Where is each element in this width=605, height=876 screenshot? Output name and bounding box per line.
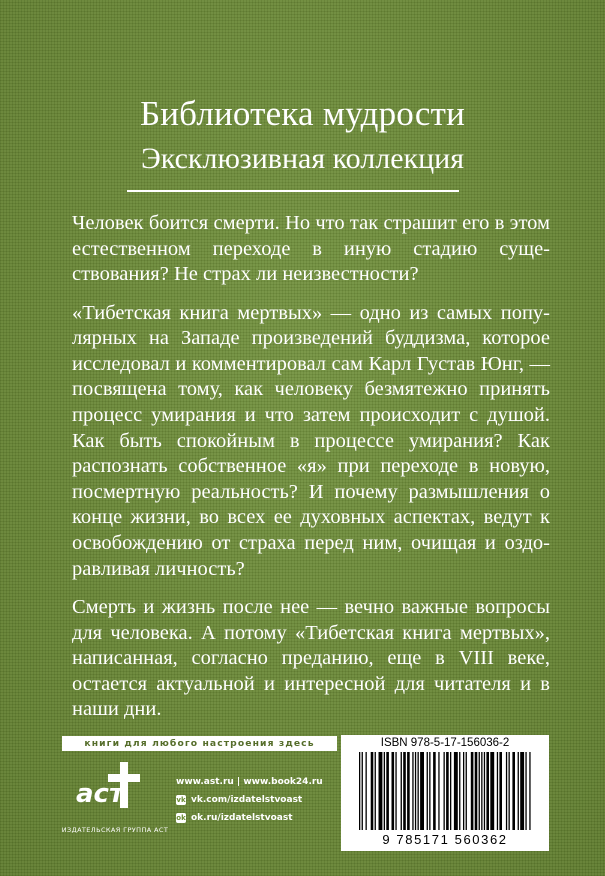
barcode-box <box>341 735 549 851</box>
description-paragraph-3: Смерть и жизнь после нее — вечно важные вопросы для человека. А потому «Тибетская книга мертвых», написанная, согласно преданию, еще в VIII веке, остается актуальной и интересной для читателя и в наши дни. <box>72 595 550 721</box>
description-paragraph-2: «Тибетская книга мертвых» — одно из самых популярных на Западе произведений буддизма, которое исследовал и комментировал сам Карл Густав Юнг, — посвящена тому, как человеку безмятежно принять процесс умирания и что затем происходит с душой. Как быть спокойным в процессе умирания? Как распознать собственное «я» при переходе в новую, посмертную реальность? И почему размышления о конце жизни, во всех ее духовных аспектах, ведут к освобождению от страха перед ним, очищая и оздоравливая личность? <box>72 301 550 580</box>
vk-icon: vk <box>176 796 186 804</box>
description-text <box>72 211 550 736</box>
title-divider <box>127 190 459 192</box>
logo-text: aст <box>76 779 125 809</box>
publisher-name: ИЗДАТЕЛЬСКАЯ ГРУППА АСТ <box>61 826 169 834</box>
publisher-logo <box>68 758 158 822</box>
ok-icon: ok <box>176 814 186 822</box>
barcode-digits: 9 785171 560362 <box>382 832 508 847</box>
ok-link[interactable]: ok.ru/izdatelstvoast <box>191 813 293 823</box>
publisher-links <box>176 773 323 827</box>
vk-link[interactable]: vk.com/izdatelstvoast <box>191 795 303 805</box>
series-title: Библиотека мудрости <box>139 94 466 133</box>
isbn-label: ISBN 978-5-17-156036-2 <box>380 737 510 749</box>
series-subtitle: Эксклюзивная коллекция <box>140 142 465 175</box>
barcode-image <box>355 752 535 832</box>
tagline-strip: книги для любого настроения здесь <box>62 736 337 751</box>
description-paragraph-1: Человек боится смерти. Но что так страшит его в этом естественном переходе в иную стадию существования? Не страх ли неизвестности? <box>72 212 550 286</box>
websites-link[interactable]: www.ast.ru | www.book24.ru <box>176 777 323 787</box>
